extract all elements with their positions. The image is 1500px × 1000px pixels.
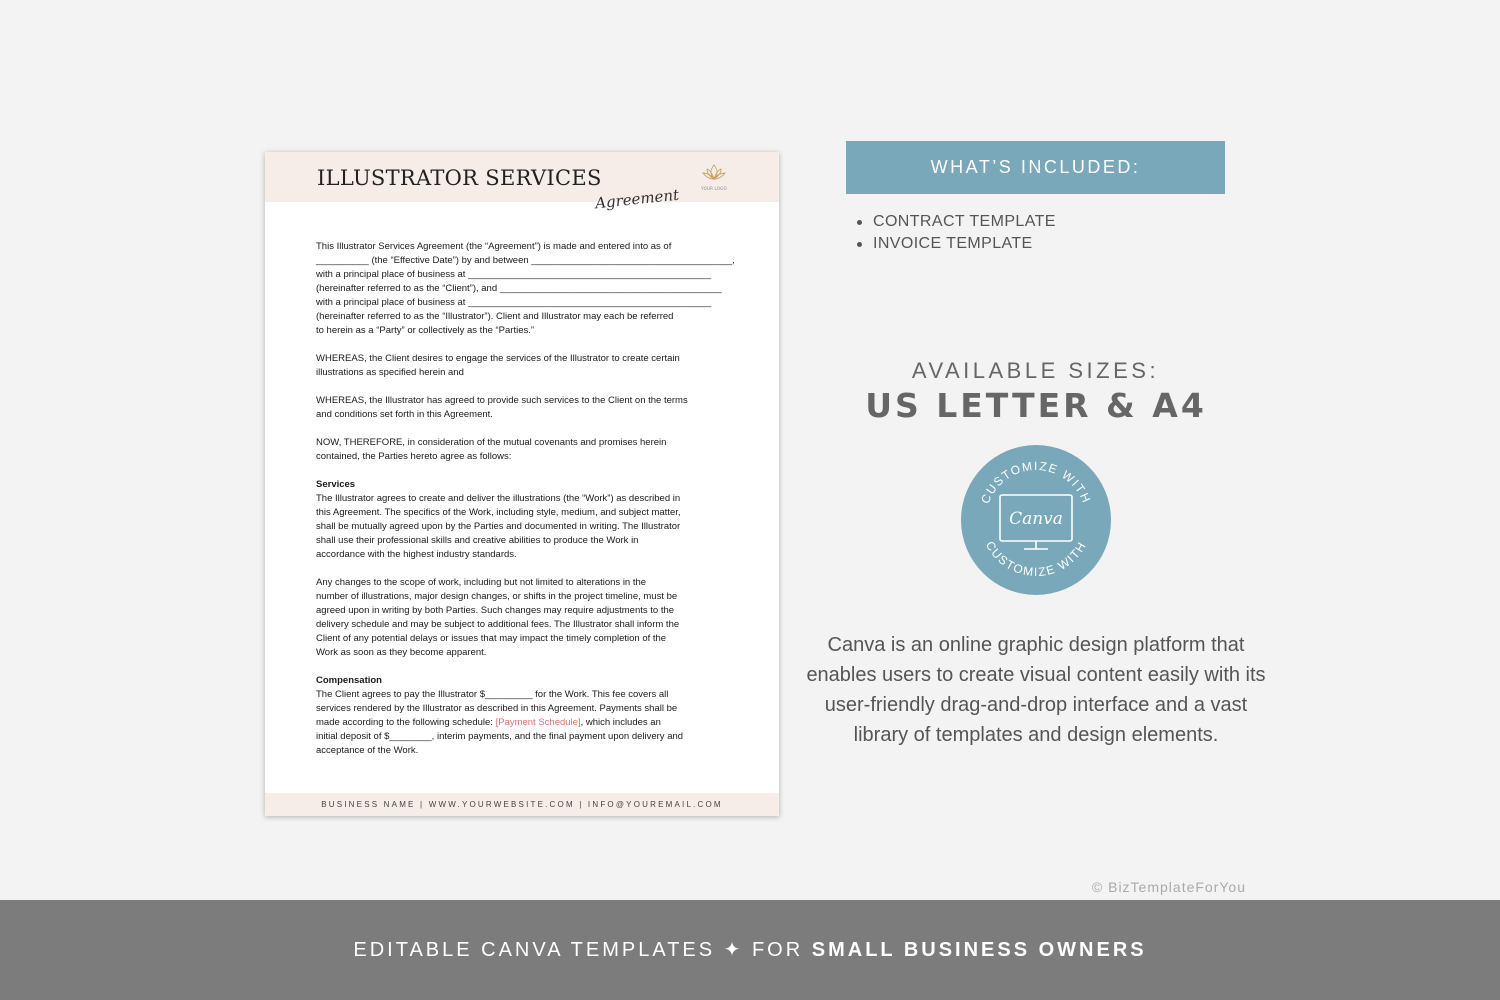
document-footer: BUSINESS NAME | WWW.YOURWEBSITE.COM | INFO@YOUREMAIL.COM (265, 793, 779, 816)
document-body (316, 240, 736, 772)
list-item-label: CONTRACT TEMPLATE (873, 213, 1056, 230)
document-header (265, 152, 779, 213)
bottom-banner (0, 900, 1500, 1000)
canva-description: Canva is an online graphic design platform that enables users to create visual content easily with its user-friendly drag-and-drop interface and a vast library of templates and design elements. (806, 634, 1266, 746)
compensation-section (316, 674, 736, 758)
services-paragraph: The Illustrator agrees to create and deliver the illustrations (the “Work”) as described in this Agreement. The specifics of the Work, including style, medium, and subject matter, shall be mutually agreed upon by the Parties and documented in writing. The Illustrator shall use their professional skills and creative abilities to produce the Work in accordance with the highest industry standards. (316, 493, 681, 560)
copyright-text: © BizTemplateForYou (1091, 879, 1246, 895)
compensation-heading: Compensation (316, 675, 382, 686)
payment-schedule-placeholder: [Payment Schedule] (495, 717, 581, 728)
bullet-icon (857, 242, 862, 247)
badge-bottom-text: CUSTOMIZE WITH (982, 538, 1090, 580)
included-list (855, 211, 1056, 255)
list-item-label: INVOICE TEMPLATE (873, 235, 1033, 252)
document-paragraph: WHEREAS, the Illustrator has agreed to provide such services to the Client on the terms and conditions set forth in this Agreement. (316, 395, 688, 420)
whats-included-banner: WHAT’S INCLUDED: (846, 141, 1225, 194)
document-paragraph: This Illustrator Services Agreement (the “Agreement”) is made and entered into as of __________ (the “Effective Date”) by and between ______________________________________, with a principal place of business at ______________________________________________ (hereinafter referred to as the “Client”), and __________________________________________ with a principal place of business at ______________________________________________ (hereinafter referred to as the “Illustrator”). Client and Illustrator may each be referred to herein as a “Party” or collectively as the “Parties.” (316, 241, 735, 336)
document-title: ILLUSTRATOR SERVICES (317, 166, 602, 190)
list-item (855, 211, 1056, 233)
document-paragraph: Any changes to the scope of work, including but not limited to alterations in the number of illustrations, major design changes, or shifts in the project timeline, must be agreed upon in writing by both Parties. Such changes may require adjustments to the delivery schedule and may be subject to additional fees. The Illustrator shall inform the Client of any potential delays or issues that may impact the timely completion of the Work as soon as they become apparent. (316, 577, 680, 658)
lotus-icon (701, 162, 727, 184)
bottom-banner-text: EDITABLE CANVA TEMPLATES ✦ FOR (353, 939, 812, 961)
bullet-icon (857, 220, 862, 225)
available-sizes-value: US LETTER & A4 (865, 386, 1207, 425)
services-heading: Services (316, 479, 356, 490)
list-item (855, 233, 1056, 255)
bottom-banner-bold-text: SMALL BUSINESS OWNERS (811, 939, 1147, 961)
document-preview (265, 152, 779, 816)
compensation-text-before: The Client agrees to pay the Illustrator $_________ for the Work. This fee covers all services rendered by the Illustrator as described in this Agreement. Payments shall be made according to the following schedule: (316, 689, 678, 728)
document-subtitle: Agreement (594, 185, 680, 213)
customize-with-canva-badge (960, 444, 1112, 596)
document-paragraph: WHEREAS, the Client desires to engage the services of the Illustrator to create certain illustrations as specified herein and (316, 353, 680, 378)
lotus-logo (701, 162, 727, 191)
compensation-text-after: , which includes an initial deposit of $________, interim payments, and the final payment upon delivery and acceptance of the Work. (316, 717, 684, 756)
badge-canva-text: Canva (1009, 509, 1063, 529)
available-sizes-label: AVAILABLE SIZES: (911, 358, 1160, 383)
services-section (316, 478, 736, 562)
logo-caption: YOUR LOGO (701, 186, 727, 191)
badge-top-text: CUSTOMIZE WITH (978, 458, 1094, 506)
document-paragraph: NOW, THEREFORE, in consideration of the mutual covenants and promises herein contained, the Parties hereto agree as follows: (316, 437, 667, 462)
